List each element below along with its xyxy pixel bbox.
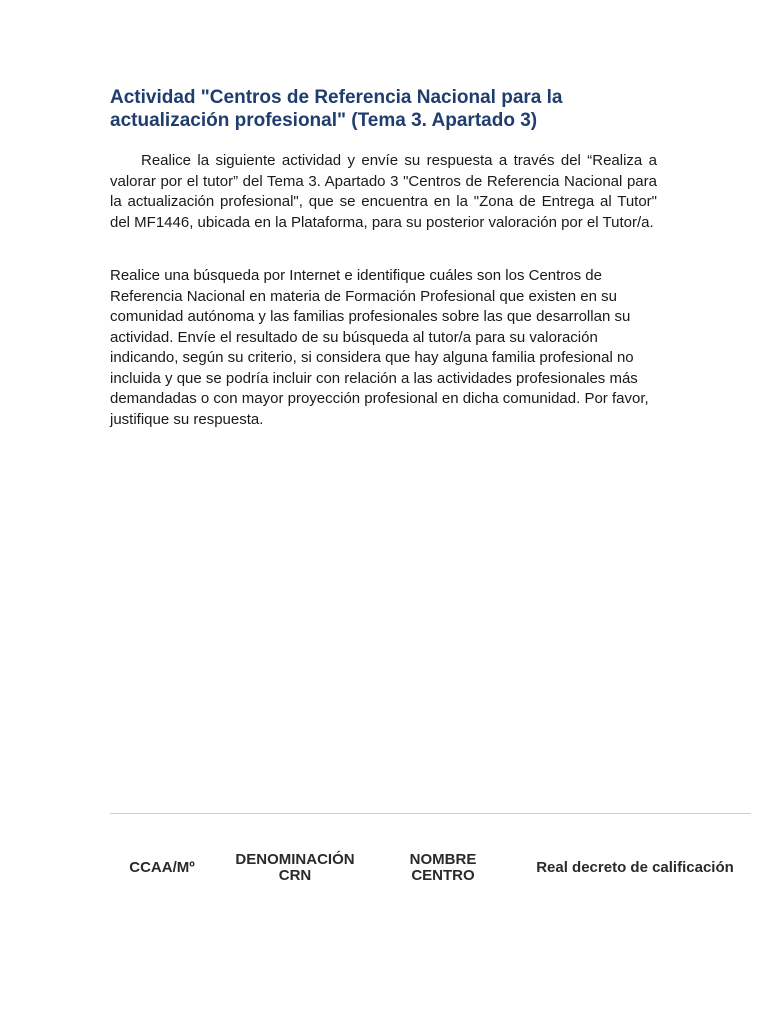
intro-paragraph: Realice la siguiente actividad y envíe su respuesta a través del “Realiza a valorar por el tutor” del Tema 3. Apartado 3 "Centros de Referencia Nacional para la actualización profesional", que se encuentra en la "Zona de Entrega al Tutor" del MF1446, ubicada en la Plataforma, para su posterior valoración por el Tutor/a. xyxy=(110,152,657,231)
column-header-nombre-centro: NOMBRE CENTRO xyxy=(409,851,477,884)
activity-title: Actividad "Centros de Referencia Nacional para la actualización profesional" (Tema 3. Apartado 3) xyxy=(110,87,563,131)
horizontal-divider xyxy=(110,813,751,814)
column-header-ccaa: CCAA/Mº xyxy=(129,859,195,876)
column-header-real-decreto: Real decreto de calificación xyxy=(536,859,734,876)
table-header-row xyxy=(110,848,751,888)
instructions-paragraph: Realice una búsqueda por Internet e identifique cuáles son los Centros de Referencia Nacional en materia de Formación Profesional que existen en su comunidad autónoma y las familias profesionales sobre las que desarrollan su actividad. Envíe el resultado de su búsqueda al tutor/a para su valoración indicando, según su criterio, si considera que hay alguna familia profesional no incluida y que se podría incluir con relación a las actividades profesionales más demandadas o con mayor proyección profesional en dicha comunidad. Por favor, justifique su respuesta. xyxy=(110,267,649,428)
column-header-denominacion-crn: DENOMINACIÓN CRN xyxy=(235,851,355,884)
